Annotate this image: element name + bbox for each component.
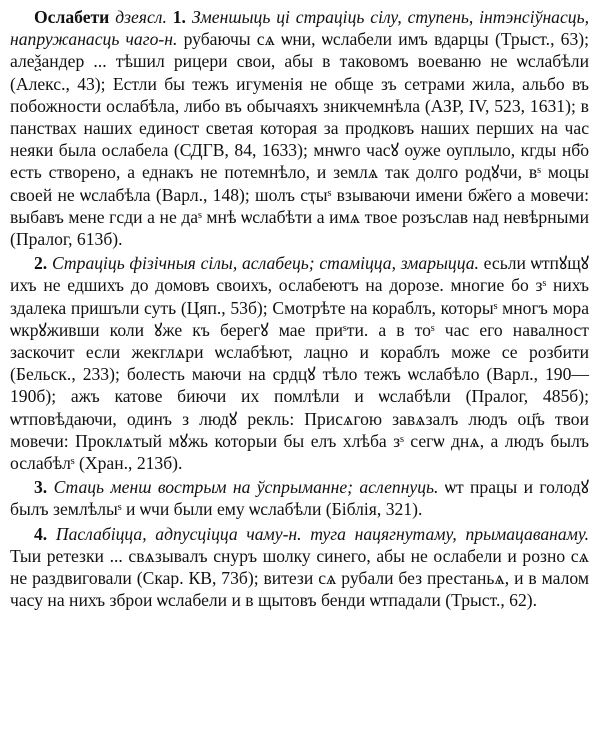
sense-number: 4. (34, 523, 48, 544)
sense-gloss: Зменшыць ці страціць сілу, ступень, інтэнсіўнасць, напружанасць чаго-н. (10, 7, 589, 50)
entry-sense-1 (10, 6, 589, 250)
sense-citations: Тыи ретезки ... свѧзывалъ снуръ шолку синего, абы не ослабели и розно сѧ не раздвиговали (Скар. КВ, 73б); витези сѧ рубали без престаньѧ, и в малом часу на нихъ зброи ѡслабели и в щытовъ бенди ѡтпадали (Трыст., 62). (10, 545, 589, 611)
sense-number: 3. (34, 477, 48, 498)
sense-citations: ѡт працы и голодꙋ былъ землѣлыˢ и ѡчи были ему ѡслабѣли (Біблія, 321). (10, 477, 589, 520)
sense-gloss: Паслабіцца, адпусціцца чаму-н. туга нацягнутаму, прымацаванаму. (55, 523, 589, 544)
sense-gloss: Стаць менш вострым на ўспрыманне; аслепнуць. (53, 477, 439, 498)
grammar-label: дзеясл. (115, 7, 167, 27)
headword: Ослабети (34, 7, 110, 27)
sense-citations: рубаючы сѧ ѡни, ѡслабели имъ вдарцы (Трыст., 63); алеѯандер ... тѣшил рицери свои, абы в таковомъ воеваню не ѡслабѣли (Алекс., 43); Естли бы тежъ игуменія не обще зъ сетрами жила, альбо въ побожности ослабѣла, либо въ обычаяхъ зникчемнѣла (АЗР, IV, 523, 1631); в панствах наших единост светая которая за продковъ наших перших на час неяки была ослабела (СДГВ, 84, 1633); мнѡго часꙋ оуже оуплыло, кгды нб҃о есть створено, а еднакъ не потемнѣло, и землѧ так долго родꙋчи, вˢ моцы своей не ѡслабѣла (Варл., 148); шолъ сҭыˢ взываючи имени бж҃его а мовечи: выбавъ мене гсди а не даˢ мнѣ ѡслабѣти а имѧ твое розъслав над невѣрными (Пралог, 613б). (10, 29, 590, 250)
entry-sense-3 (10, 476, 589, 520)
sense-number: 2. (34, 253, 48, 274)
entry-sense-4 (10, 523, 589, 612)
entry-sense-2 (10, 252, 589, 474)
sense-citations: есьли ѡтпꙋщꙋ ихъ не едшихъ до домовъ своихъ, ослабеютъ на дорозе. многие бо зˢ нихъ здалека пришъли суть (Цяп., 53б); Смотрѣте на кораблъ, которыˢ многъ мора ѡкрꙋживши коли ꙋже къ берегꙋ мае приˢти. а в тоˢ час его навалност заскочит если жекглѧри ѡслабѣют, лацно и кораблъ може се розбити (Бельск., 233); болесть маючи на срдцꙋ тѣло тежъ ѡслабѣло (Варл., 190—190б); ажъ катове биючи их помлѣли и ѡслабѣли (Пралог, 485б); ѡтповѣдаючи, одинъ з людꙋ рекль: Присѧгою завѧзалъ людъ оц҃ъ твои мовечи: Проклѧтый мꙋжь которыи бы елъ хлѣба зˢ сегѡ днѧ, а людъ былъ ослабѣлˢ (Хран., 213б). (10, 253, 589, 474)
sense-number: 1. (172, 7, 186, 27)
sense-gloss: Страціць фізічныя сілы, аслабець; стаміцца, змарыцца. (51, 253, 479, 274)
